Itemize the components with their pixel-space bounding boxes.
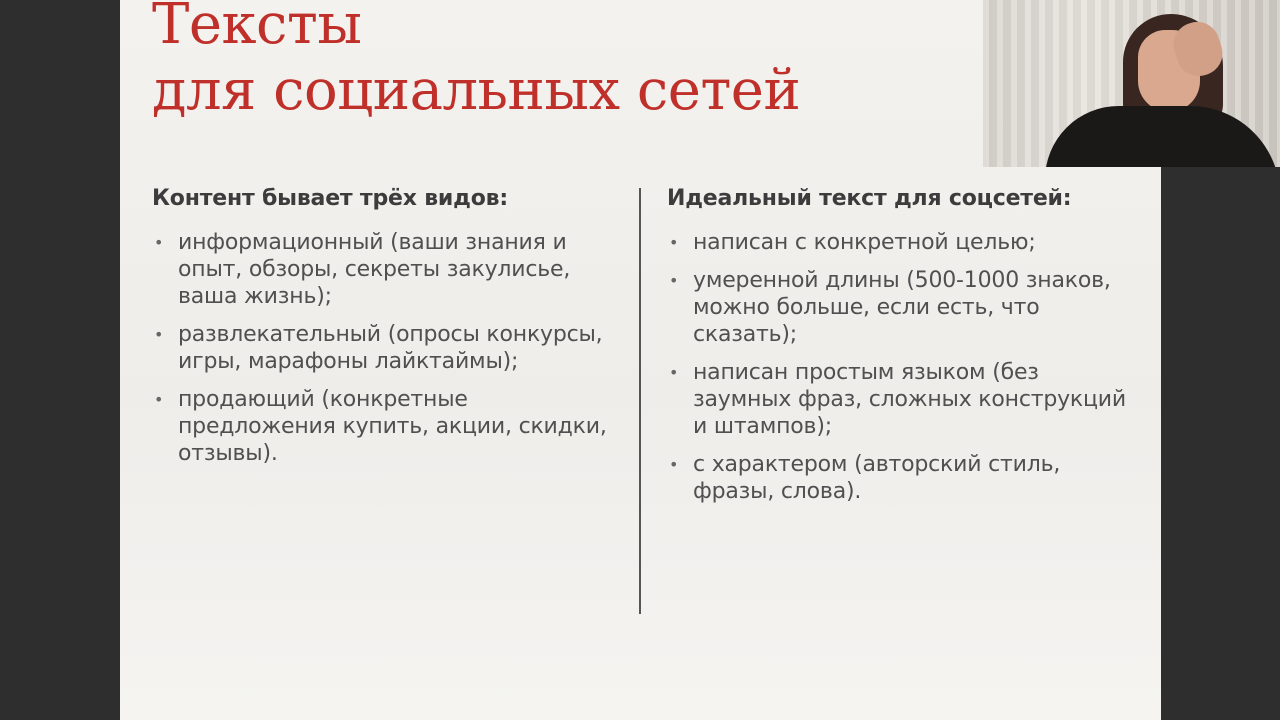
list-item [667,267,1137,348]
list-item-text: информационный (ваши знания и опыт, обзоры, секреты закулисье, ваша жизнь); [178,230,571,309]
list-item-text: развлекательный (опросы конкурсы, игры, марафоны лайктаймы); [178,322,603,374]
ideal-text-column [667,186,1137,516]
list-item [667,359,1137,440]
ideal-text-list [667,229,1137,505]
content-types-list [152,229,622,467]
list-item [667,229,1137,256]
list-item-text: написан простым языком (без заумных фраз, сложных конструкций и штампов); [693,360,1126,439]
bullet-icon: • [154,325,164,344]
bullet-icon: • [669,455,679,474]
content-types-column [152,186,622,478]
slide-title-line-1: Тексты [152,0,362,57]
list-item-text: умеренной длины (500-1000 знаков, можно больше, если есть, что сказать); [693,268,1111,347]
slide-title [152,0,800,124]
bullet-icon: • [154,233,164,252]
list-item [152,386,622,467]
bullet-icon: • [669,271,679,290]
webcam-overlay [983,0,1280,167]
content-types-heading: Контент бывает трёх видов: [152,186,508,211]
ideal-text-heading: Идеальный текст для соцсетей: [667,186,1072,211]
list-item [667,451,1137,505]
list-item [152,321,622,375]
bullet-icon: • [669,363,679,382]
bullet-icon: • [154,390,164,409]
list-item-text: с характером (авторский стиль, фразы, слова). [693,452,1061,504]
bullet-icon: • [669,233,679,252]
list-item-text: написан с конкретной целью; [693,230,1036,255]
list-item [152,229,622,310]
list-item-text: продающий (конкретные предложения купить, акции, скидки, отзывы). [178,387,607,466]
slide-title-line-2: для социальных сетей [152,58,801,123]
column-divider [639,188,641,614]
